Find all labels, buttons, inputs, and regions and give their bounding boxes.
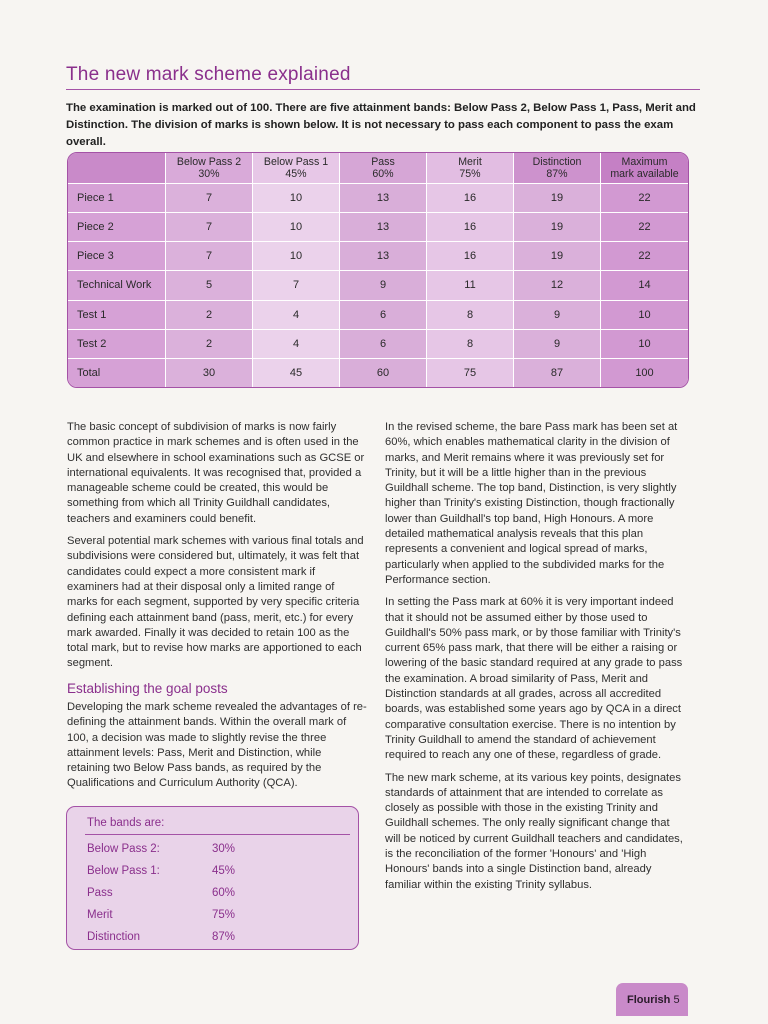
left-column-continued [67, 700, 367, 799]
section-subheading: Establishing the goal posts [67, 681, 228, 696]
table-row [68, 184, 688, 213]
band-value: 87% [212, 931, 236, 943]
band-label: Distinction [87, 931, 141, 943]
table-cell: 5 [166, 271, 253, 300]
table-row-total [68, 359, 688, 387]
body-paragraph: The basic concept of subdivision of marks is now fairly common practice in mark schemes and is often used in the UK and elsewhere in school examinations such as GCSE or international equivalents. It was recognised that, provided a manageable scheme could be created, this would be something from which all Trinity Guildhall candidates, teachers and examiners could benefit. [67, 421, 365, 525]
table-cell: 13 [340, 242, 427, 271]
band-item [87, 909, 235, 921]
table-cell: 87 [514, 359, 601, 387]
body-paragraph: In the revised scheme, the bare Pass mark has been set at 60%, which enables mathematical clarity in the division of marks, and Merit remains where it was previously set for Trinity, but it will be a little higher than in the previous Guildhall scheme. The top band, Distinction, is very slightly higher than Trinity's existing Distinction, though fractionally lower than Guildhall's top band, High Honours. A more detailed mathematical analysis reveals that this plan represents a convenient and logical spread of marks, particularly when applied to the subdivided marks for the Performance section. [385, 421, 678, 586]
table-cell: 9 [514, 330, 601, 359]
table-cell: 12 [514, 271, 601, 300]
body-paragraph: The new mark scheme, at its various key points, designates standards of attainment that are intended to correlate as closely as possible with those in the existing Trinity and Guildhall schemes. The only really significant change that will be noticed by current Guildhall teachers and candidates, is the reconciliation of the former 'Honours' and 'High Honours' bands into a single Distinction band, already familiar within the existing Trinity syllabus. [385, 771, 683, 891]
table-row [68, 301, 688, 330]
header-cell: Below Pass 2 30% [166, 153, 253, 184]
band-value: 30% [212, 843, 236, 855]
table-cell: 9 [514, 301, 601, 330]
band-value: 60% [212, 887, 236, 899]
table-cell: 100 [601, 359, 688, 387]
row-label: Piece 2 [68, 213, 166, 242]
page-number: 5 [673, 994, 680, 1006]
table-row [68, 242, 688, 271]
row-label: Test 1 [68, 301, 166, 330]
table-cell: 8 [427, 330, 514, 359]
table-cell: 16 [427, 213, 514, 242]
table-corner-cell [68, 153, 166, 184]
band-value: 75% [212, 909, 236, 921]
table-cell: 7 [166, 184, 253, 213]
band-label: Below Pass 1: [87, 865, 160, 877]
band-label: Merit [87, 909, 113, 921]
table-cell: 10 [601, 330, 688, 359]
row-label: Total [68, 359, 166, 387]
table-header-row [68, 153, 688, 184]
row-label: Piece 3 [68, 242, 166, 271]
table-cell: 2 [166, 301, 253, 330]
title-divider [66, 89, 700, 90]
table-cell: 13 [340, 213, 427, 242]
table-cell: 30 [166, 359, 253, 387]
mark-scheme-table [67, 152, 689, 388]
table-cell: 7 [253, 271, 340, 300]
header-cell: Below Pass 1 45% [253, 153, 340, 184]
table-cell: 19 [514, 184, 601, 213]
table-cell: 6 [340, 301, 427, 330]
table-cell: 75 [427, 359, 514, 387]
table-cell: 9 [340, 271, 427, 300]
bands-box-title: The bands are: [87, 817, 165, 829]
table-cell: 45 [253, 359, 340, 387]
table-row [68, 330, 688, 359]
table-cell: 8 [427, 301, 514, 330]
table-cell: 13 [340, 184, 427, 213]
table-cell: 60 [340, 359, 427, 387]
table-cell: 6 [340, 330, 427, 359]
band-item [87, 887, 235, 899]
magazine-name: Flourish [627, 994, 671, 1006]
header-cell: Merit 75% [427, 153, 514, 184]
table-cell: 16 [427, 242, 514, 271]
row-label: Technical Work [68, 271, 166, 300]
table-cell: 22 [601, 242, 688, 271]
table-cell: 4 [253, 330, 340, 359]
table-row [68, 213, 688, 242]
table-cell: 4 [253, 301, 340, 330]
table-cell: 7 [166, 213, 253, 242]
bands-box [66, 806, 359, 950]
table-cell: 22 [601, 184, 688, 213]
body-paragraph: Developing the mark scheme revealed the advantages of re-defining the attainment bands. Within the overall mark of 100, a decision was made to slightly revise the three attainment levels: Pass, Merit and Distinction, while retaining two Below Pass bands, as required by the Qualifications and Curriculum Authority (QCA). [67, 701, 367, 790]
table-cell: 7 [166, 242, 253, 271]
table-cell: 14 [601, 271, 688, 300]
header-cell: Distinction 87% [514, 153, 601, 184]
table-row [68, 271, 688, 300]
footer-label [627, 994, 680, 1006]
table-cell: 10 [253, 242, 340, 271]
page-title: The new mark scheme explained [66, 64, 351, 85]
table-cell: 16 [427, 184, 514, 213]
band-label: Pass [87, 887, 113, 899]
table-cell: 10 [253, 213, 340, 242]
bands-box-divider [85, 834, 350, 835]
band-value: 45% [212, 865, 236, 877]
body-paragraph: Several potential mark schemes with various final totals and subdivisions were considered but, ultimately, it was felt that candidates could expect a more consistent mark if examiners had at their disposal only a limited range of marks for each segment, supported by very specific criteria defining each attainment band (pass, merit, etc.) for every mark awarded. Finally it was decided to retain 100 as the total mark, but to revise how marks are apportioned to each segment. [67, 535, 364, 670]
band-item [87, 865, 235, 877]
band-item [87, 931, 235, 943]
table-cell: 11 [427, 271, 514, 300]
left-column [67, 420, 367, 679]
header-cell: Maximum mark available [601, 153, 688, 184]
row-label: Piece 1 [68, 184, 166, 213]
right-column [385, 420, 685, 900]
header-cell: Pass 60% [340, 153, 427, 184]
table-cell: 10 [601, 301, 688, 330]
table-cell: 19 [514, 213, 601, 242]
row-label: Test 2 [68, 330, 166, 359]
table-cell: 10 [253, 184, 340, 213]
body-paragraph: In setting the Pass mark at 60% it is very important indeed that it should not be assumed either by those used to Guildhall's 50% pass mark, or by those familiar with Trinity's current 65% pass mark, that there will be either a raising or lowering of the basic standard required at any grade to pass the examination. A broad similarity of Pass, Merit and Distinction standards at all grades, across all accredited boards, was established some years ago by QCA in a direct comparative consultation exercise. There is no intention by Trinity Guildhall to amend the standard of achievement required to reach any one of these, regardless of grade. [385, 596, 683, 762]
table-cell: 2 [166, 330, 253, 359]
band-item [87, 843, 235, 855]
band-label: Below Pass 2: [87, 843, 160, 855]
table-cell: 22 [601, 213, 688, 242]
intro-paragraph: The examination is marked out of 100. There are five attainment bands: Below Pass 2, Below Pass 1, Pass, Merit and Distinction. The division of marks is shown below. It is not necessary to pass each component to pass the exam overall. [66, 102, 696, 148]
table-cell: 19 [514, 242, 601, 271]
